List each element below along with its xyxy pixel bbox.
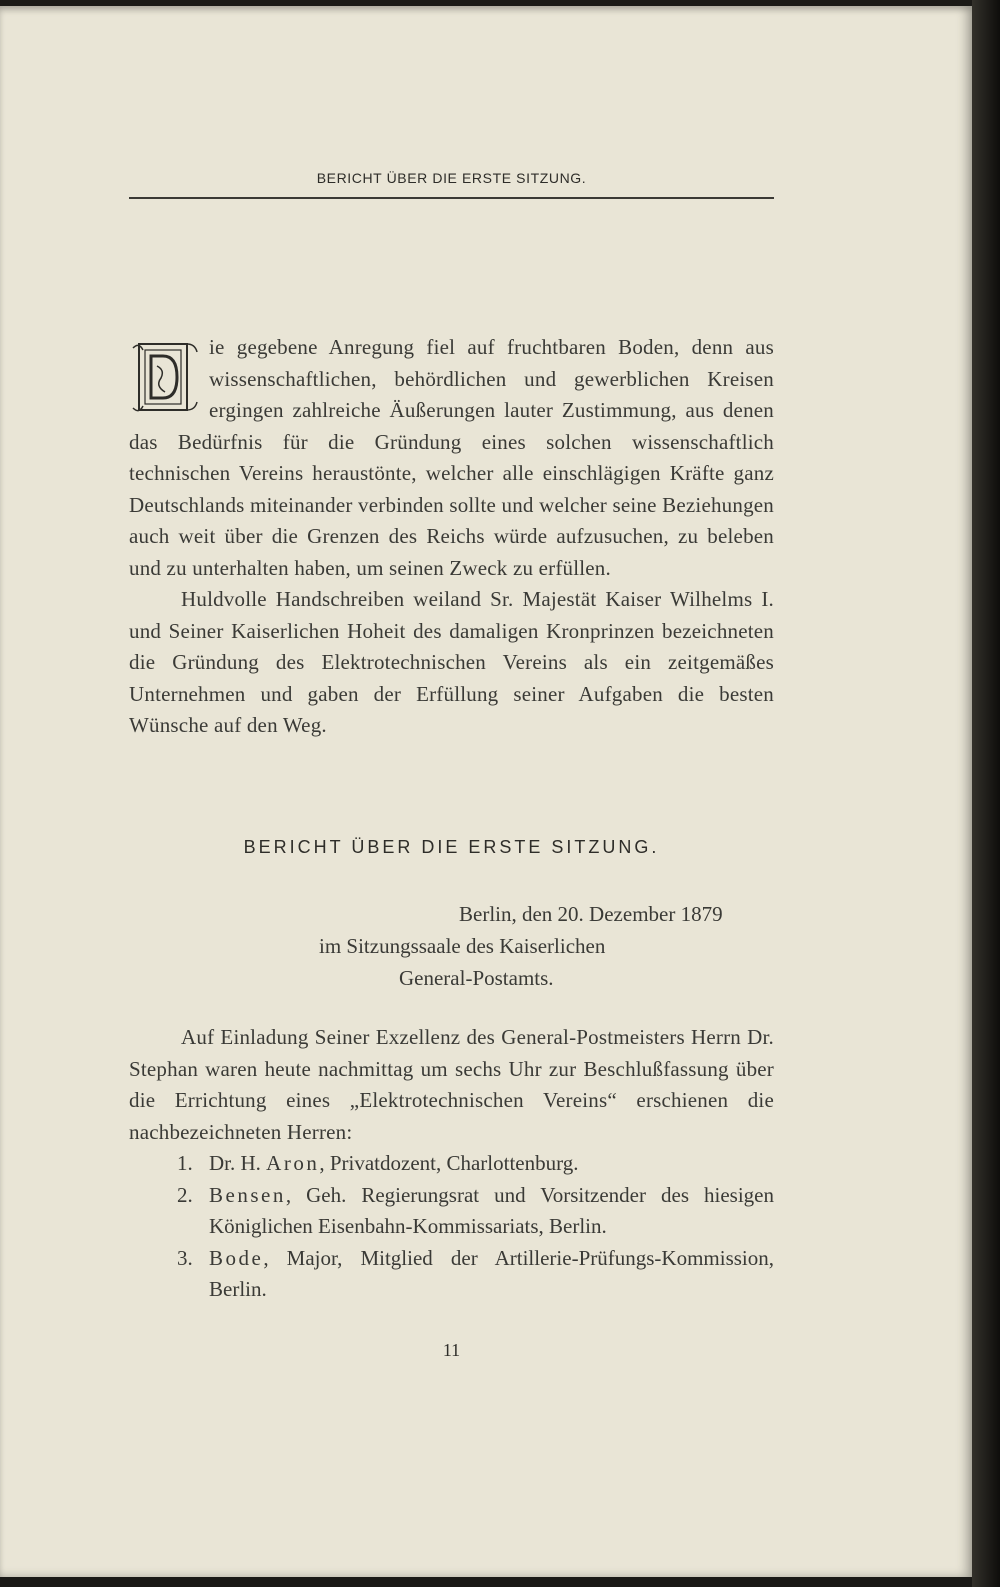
list-item: [129, 1148, 774, 1180]
place-line-3: General-Postamts.: [399, 966, 554, 990]
attendee-details: , Major, Mitglied der Artillerie-Prüfungs-Kommission, Berlin.: [209, 1245, 774, 1301]
attendance-section: [129, 1022, 774, 1306]
header-rule: [129, 197, 774, 199]
dropcap-initial: [129, 338, 201, 416]
intro-paragraph-2: Huldvolle Handschreiben weiland Sr. Majestät Kaiser Wilhelms I. und Seiner Kaiserlichen Hoheit des damaligen Kronprinzen bezeichneten die Gründung des Elektrotechnischen Vereins als ein zeitgemäßes Unternehmen und gaben der Erfüllung seiner Aufgaben die besten Wünsche auf den Weg.: [129, 587, 774, 737]
attendance-paragraph: Auf Einladung Seiner Exzellenz des General-Postmeisters Herrn Dr. Stephan waren heute nachmittag um sechs Uhr zur Beschlußfassung über die Errichtung eines „Elektrotechnischen Vereins“ erschienen die nachbezeichneten Herren:: [129, 1025, 774, 1144]
page-number: 11: [442, 1340, 461, 1360]
attendee-name: Aron: [266, 1151, 320, 1175]
intro-text: [129, 332, 774, 742]
attendee-details: , Geh. Regierungsrat und Vorsitzender des hiesigen Königlichen Eisenbahn-Kommissariats, Berlin.: [209, 1182, 774, 1238]
attendee-prefix: Dr. H.: [209, 1151, 267, 1175]
attendee-details: , Privatdozent, Charlottenburg.: [319, 1151, 579, 1175]
ornamental-initial-icon: [129, 338, 201, 416]
attendee-name: Bode: [209, 1245, 264, 1270]
page-edge: [972, 0, 1000, 1587]
place-and-date: [129, 898, 774, 994]
place-line-2: im Sitzungssaale des Kaiserlichen: [319, 934, 606, 958]
list-item-number: 3.: [177, 1245, 193, 1270]
list-item-number: 2.: [177, 1182, 193, 1207]
intro-paragraph-1: ie gegebene Anregung fiel auf fruchtbaren Boden, denn aus wissenschaftlichen, behördlichen und gewerblichen Kreisen ergingen zahlreiche Äußerungen lauter Zustimmung, aus denen das Bedürfnis für die Gründung eines solchen wissenschaftlich technischen Vereins heraustönte, welcher alle einschlägigen Kräfte ganz Deutschlands miteinander verbinden sollte und welcher seine Beziehungen auch weit über die Grenzen des Reichs würde aufzusuchen, zu beleben und zu unterhalten haben, um seinen Zweck zu erfüllen.: [129, 335, 774, 580]
section-title: BERICHT ÜBER DIE ERSTE SITZUNG.: [243, 837, 660, 857]
list-item: [129, 1243, 774, 1306]
list-item-number: 1.: [177, 1151, 193, 1175]
running-head: BERICHT ÜBER DIE ERSTE SITZUNG.: [316, 170, 587, 186]
attendee-name: Bensen: [209, 1182, 286, 1207]
place-line-1: Berlin, den 20. Dezember 1879: [459, 902, 723, 926]
attendee-list: [129, 1148, 774, 1306]
list-item: [129, 1180, 774, 1243]
